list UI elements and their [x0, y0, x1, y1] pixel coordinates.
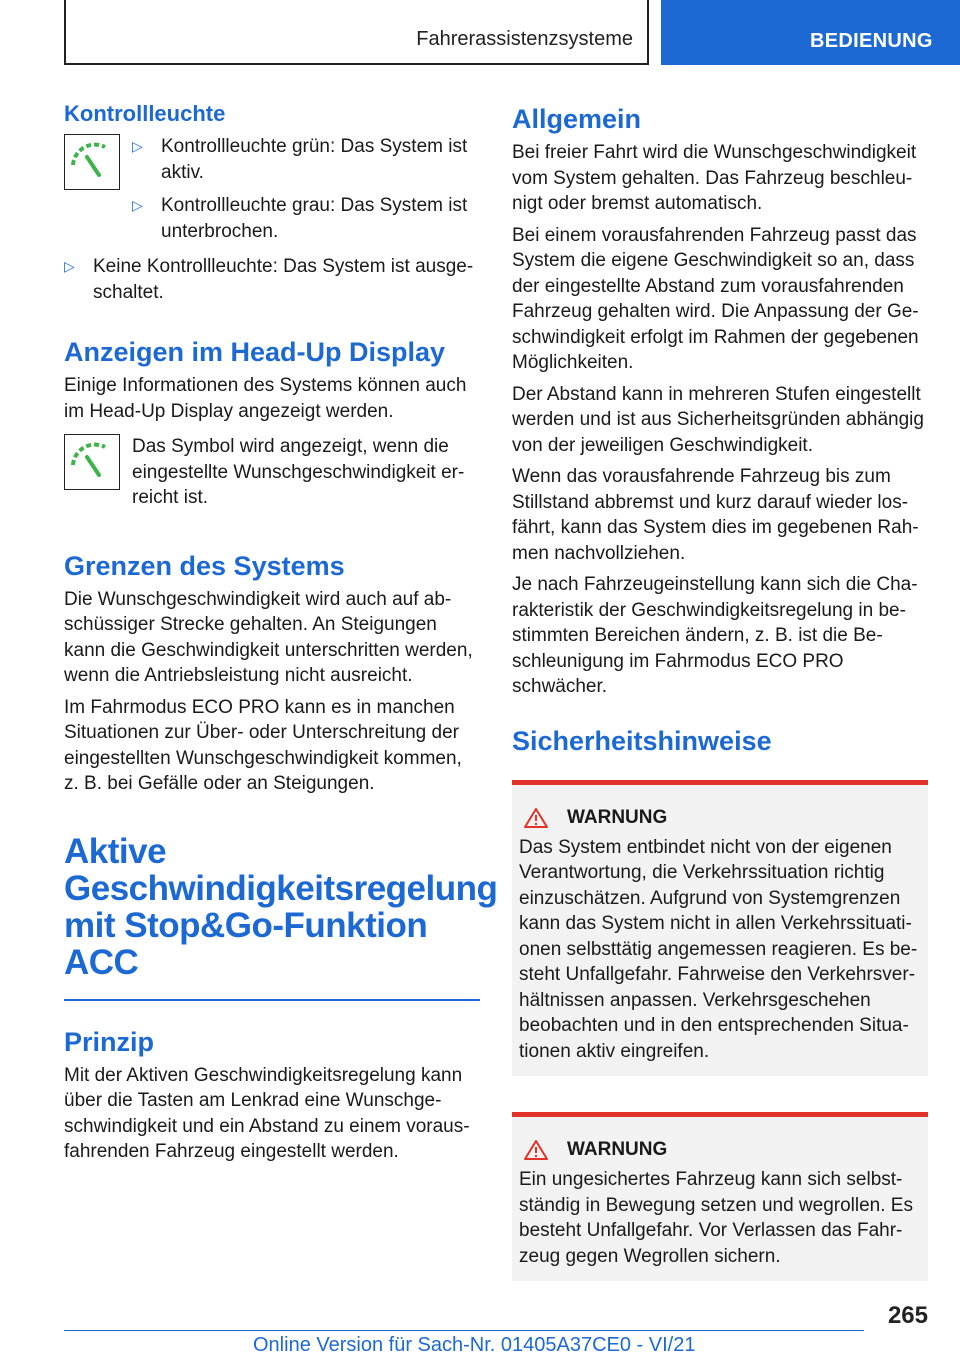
warning-box [512, 1112, 928, 1281]
list-item: ▷ Kontrollleuchte grün: Das System ist aktiv. [132, 136, 468, 183]
limits-heading: Grenzen des Systems [64, 550, 345, 581]
kontrollleuchte-list [132, 134, 480, 252]
header-section-title: Fahrerassistenzsysteme [416, 28, 633, 50]
online-version-text: Online Version für Sach-Nr. 01405A37CE0 - VI/21 [253, 1334, 696, 1356]
hud-text: Einige Informationen des Systems können auch im Head-Up Display angezeigt werden. [64, 375, 467, 422]
warning-box [512, 780, 928, 1077]
list-item: ▷ Keine Kontrollleuchte: Das System ist ausge‐schaltet. [64, 256, 474, 303]
hud-heading: Anzeigen im Head-Up Display [64, 337, 446, 367]
section-divider [64, 999, 480, 1001]
allgemein-paragraph: Bei einem vorausfahrenden Fahrzeug passt das System die eigene Geschwindigkeit so an, dass der eingestellte Abstand zum vorausfahrenden Fahrzeug gehalten wird. Die Anpassung der Ge‐schwindigkeit erfolgt im Rahmen der gegebenen Möglichkeiten. [512, 224, 919, 373]
warning-title: WARNUNG [567, 806, 668, 828]
acc-indicator-green-icon [64, 134, 120, 190]
hud-symbol-row [64, 434, 480, 517]
header-section-box [64, 0, 649, 65]
limits-paragraph: Im Fahrmodus ECO PRO kann es in manchen Situationen zur Über- oder Unterschreitung der eingestellten Wunschgeschwindigkeit kommen, z. B. bei Gefälle oder an Steigungen. [64, 696, 462, 794]
allgemein-paragraph: Der Abstand kann in mehreren Stufen eingestellt werden und ist aus Sicherheitsgründen abhängig von der jeweiligen Geschwindigkeit. [512, 383, 924, 456]
page-number: 265 [887, 1302, 928, 1329]
warning-text: Das System entbindet nicht von der eigenen Verantwortung, die Verkehrssituation richtig einzuschätzen. Aufgrund von Systemgrenzen kann das System nicht in allen Verkehrssituati‐onen selbsttätig angemessen reagieren. Es be‐steht Unfallgefahr. Fahrweise den Verkehrsver‐hältnissen anpassen. Verkehrsgeschehen beobachten und in den entsprechenden Situa‐tionen aktiv eingreifen. [519, 836, 918, 1062]
prinzip-heading: Prinzip [64, 1026, 155, 1057]
warning-title: WARNUNG [567, 1139, 668, 1160]
allgemein-paragraph: Je nach Fahrzeugeinstellung kann sich die Cha‐rakteristik der Geschwindigkeitsregelung in be‐stimmten Bereichen ändern, z. B. ist die Be‐schleunigung im Fahrmodus ECO PRO schwächer. [512, 574, 918, 697]
allgemein-heading: Allgemein [512, 104, 642, 134]
kontrollleuchte-row [64, 134, 480, 252]
safety-heading: Sicherheitshinweise [512, 725, 772, 756]
right-column [512, 100, 928, 1281]
allgemein-paragraph: Wenn das vorausfahrende Fahrzeug bis zum Stillstand abbremst und kurz darauf wieder los‐fährt, kann das System dies im gegebenen Rah‐men nachvollziehen. [512, 466, 919, 564]
list-item: ▷ Kontrollleuchte grau: Das System ist unterbrochen. [132, 195, 468, 242]
warning-text: Ein ungesichertes Fahrzeug kann sich selbst‐ständig in Bewegung setzen und wegrollen. Es besteht Unfallgefahr. Vor Verlassen das Fahr‐zeug gegen Wegrollen sichern. [519, 1169, 913, 1267]
header-chapter-box [661, 0, 960, 65]
footer-divider [64, 1330, 864, 1331]
acc-title: Aktive Geschwindigkeitsregelung mit Stop&Go-Funktion ACC [64, 831, 498, 982]
warning-triangle-icon [523, 1139, 549, 1161]
prinzip-text: Mit der Aktiven Geschwindigkeitsregelung kann über die Tasten am Lenkrad eine Wunschge‐schwindigkeit und ein Abstand zu einem voraus‐fahrenden Fahrzeug eingestellt werden. [64, 1064, 470, 1162]
limits-paragraph: Die Wunschgeschwindigkeit wird auch auf ab‐schüssiger Strecke gehalten. An Steigungen kann die Geschwindigkeit unterschritten werden, wenn die Antriebsleistung nicht ausreicht. [64, 588, 473, 686]
hud-symbol-text: Das Symbol wird angezeigt, wenn die eingestellte Wunschgeschwindigkeit er‐reicht ist. [132, 436, 465, 508]
acc-hud-icon [64, 434, 120, 490]
warning-triangle-icon [523, 807, 549, 829]
header-chapter-title: BEDIENUNG [810, 30, 933, 52]
left-column [64, 100, 498, 1171]
kontrollleuchte-heading: Kontrollleuchte [64, 101, 226, 126]
allgemein-paragraph: Bei freier Fahrt wird die Wunschgeschwindigkeit vom System gehalten. Das Fahrzeug beschleu‐nigt oder bremst automatisch. [512, 142, 917, 214]
